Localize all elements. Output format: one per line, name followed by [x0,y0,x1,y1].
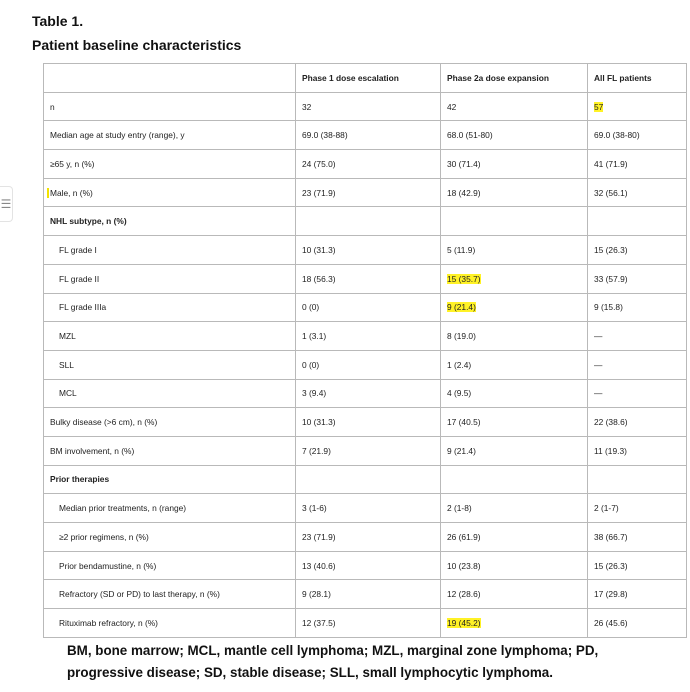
row-label: Male, n (%) [44,178,296,207]
cell-value: 57 [594,101,604,112]
cell-value: 5 (11.9) [447,244,476,255]
row-label: Refractory (SD or PD) to last therapy, n (%) [44,580,296,609]
cell-value: 38 (66.7) [594,531,628,542]
table-cell [441,121,588,150]
cell-value: 12 (28.6) [447,589,481,600]
cell-value: 26 (45.6) [594,617,628,628]
row-label: Prior bendamustine, n (%) [44,551,296,580]
table-row [44,121,687,150]
cell-value: — [594,388,603,399]
table-row [44,236,687,265]
cell-value: 26 (61.9) [447,531,481,542]
table-cell [588,207,687,236]
table-cell [296,465,441,494]
table-row [44,494,687,523]
table-cell [296,609,441,638]
cell-value: 23 (71.9) [302,187,336,198]
table-cell [296,293,441,322]
table-cell [296,523,441,552]
cell-value: 9 (21.4) [447,302,476,313]
table-cell [296,580,441,609]
table-cell [296,264,441,293]
cell-value: 11 (19.3) [594,445,627,456]
row-label: FL grade II [44,264,296,293]
table-row [44,322,687,351]
cell-value: 7 (21.9) [302,445,331,456]
row-label: Median age at study entry (range), y [44,121,296,150]
cell-value: 68.0 (51-80) [447,130,493,141]
table-cell [588,408,687,437]
table-cell [441,580,588,609]
table-header-row [44,64,687,93]
row-label: MCL [44,379,296,408]
cell-value: 10 (23.8) [447,560,481,571]
cell-value: 22 (38.6) [594,417,628,428]
row-label: NHL subtype, n (%) [44,207,296,236]
cell-value: 32 [302,101,312,112]
table-cell [441,178,588,207]
cell-value: 9 (28.1) [302,589,331,600]
table-cell [441,523,588,552]
table-cell [441,465,588,494]
cell-value: 12 (37.5) [302,617,336,628]
column-header [44,64,296,93]
table-row [44,350,687,379]
cell-value: 0 (0) [302,359,320,370]
table-cell [296,121,441,150]
cell-value: — [594,359,603,370]
row-label: Median prior treatments, n (range) [44,494,296,523]
table-row [44,207,687,236]
table-cell [296,379,441,408]
row-label: Rituximab refractory, n (%) [44,609,296,638]
cell-value: 15 (26.3) [594,560,628,571]
cell-value: 23 (71.9) [302,531,336,542]
row-label: Bulky disease (>6 cm), n (%) [44,408,296,437]
table-cell [296,494,441,523]
table-cell [441,92,588,121]
table-cell [296,92,441,121]
table-footnote: BM, bone marrow; MCL, mantle cell lymphoma; MZL, marginal zone lymphoma; PD, progressive disease; SD, stable disease; SLL, small lymphocytic lymphoma. [67,643,599,680]
table-cell [441,379,588,408]
table-subtitle: Patient baseline characteristics [32,37,242,53]
table-cell [441,322,588,351]
row-label: ≥2 prior regimens, n (%) [44,523,296,552]
table-cell [296,436,441,465]
table-row [44,408,687,437]
row-label: BM involvement, n (%) [44,436,296,465]
column-header: All FL patients [588,64,687,93]
highlight-mark [47,188,50,198]
table-cell [588,436,687,465]
table-row [44,465,687,494]
column-header: Phase 1 dose escalation [296,64,441,93]
table-cell [588,236,687,265]
table-cell [588,350,687,379]
table-cell [588,379,687,408]
table-row [44,178,687,207]
column-header: Phase 2a dose expansion [441,64,588,93]
table-row [44,551,687,580]
cell-value: 9 (15.8) [594,302,623,313]
table-cell [296,150,441,179]
table-cell [588,551,687,580]
cell-value: 69.0 (38-80) [594,130,640,141]
table-cell [588,609,687,638]
table-cell [296,178,441,207]
table-row [44,264,687,293]
cell-value: 15 (35.7) [447,273,481,284]
table-cell [588,523,687,552]
table-cell [588,580,687,609]
cell-value: 18 (56.3) [302,273,336,284]
cell-value: 2 (1-8) [447,503,472,514]
table-cell [588,150,687,179]
cell-value: 0 (0) [302,302,320,313]
table-cell [296,207,441,236]
table-cell [441,236,588,265]
row-label: FL grade I [44,236,296,265]
cell-value: — [594,331,603,342]
cell-value: 2 (1-7) [594,503,619,514]
table-cell [588,293,687,322]
cell-value: 4 (9.5) [447,388,472,399]
table-cell [441,207,588,236]
baseline-characteristics-table [43,63,687,638]
cell-value: 1 (2.4) [447,359,472,370]
table-row [44,150,687,179]
table-cell [441,350,588,379]
table-cell [296,551,441,580]
cell-value: 10 (31.3) [302,417,336,428]
table-cell [441,436,588,465]
table-cell [441,293,588,322]
cell-value: 9 (21.4) [447,445,476,456]
cell-value: 18 (42.9) [447,187,481,198]
table-cell [588,178,687,207]
table-cell [441,150,588,179]
cell-value: 41 (71.9) [594,158,628,169]
side-menu-tab[interactable] [0,186,13,222]
cell-value: 17 (29.8) [594,589,628,600]
table-row [44,523,687,552]
table-title: Table 1. [32,13,84,29]
table-cell [441,264,588,293]
cell-value: 10 (31.3) [302,244,336,255]
table-cell [588,465,687,494]
cell-value: 3 (9.4) [302,388,327,399]
table-row [44,293,687,322]
table-row [44,92,687,121]
table-row [44,609,687,638]
table-row [44,436,687,465]
cell-value: 17 (40.5) [447,417,481,428]
table-cell [296,350,441,379]
table-row [44,580,687,609]
table-cell [296,322,441,351]
cell-value: 24 (75.0) [302,158,336,169]
row-label: Prior therapies [44,465,296,494]
table-cell [441,609,588,638]
table-cell [588,264,687,293]
cell-value: 42 [447,101,457,112]
table-cell [296,236,441,265]
cell-value: 1 (3.1) [302,331,327,342]
menu-icon: ☰ [0,197,12,211]
cell-value: 15 (26.3) [594,244,628,255]
cell-value: 32 (56.1) [594,187,628,198]
cell-value: 30 (71.4) [447,158,481,169]
table-cell [441,408,588,437]
table-cell [296,408,441,437]
table-cell [588,121,687,150]
table-cell [588,92,687,121]
row-label: ≥65 y, n (%) [44,150,296,179]
table-cell [441,494,588,523]
row-label: FL grade IIIa [44,293,296,322]
row-label: MZL [44,322,296,351]
row-label: n [44,92,296,121]
cell-value: 69.0 (38-88) [302,130,348,141]
cell-value: 19 (45.2) [447,617,481,628]
table-cell [588,494,687,523]
cell-value: 8 (19.0) [447,331,476,342]
cell-value: 13 (40.6) [302,560,336,571]
cell-value: 33 (57.9) [594,273,628,284]
table-cell [588,322,687,351]
row-label: SLL [44,350,296,379]
cell-value: 3 (1-6) [302,503,327,514]
table-row [44,379,687,408]
table-cell [441,551,588,580]
